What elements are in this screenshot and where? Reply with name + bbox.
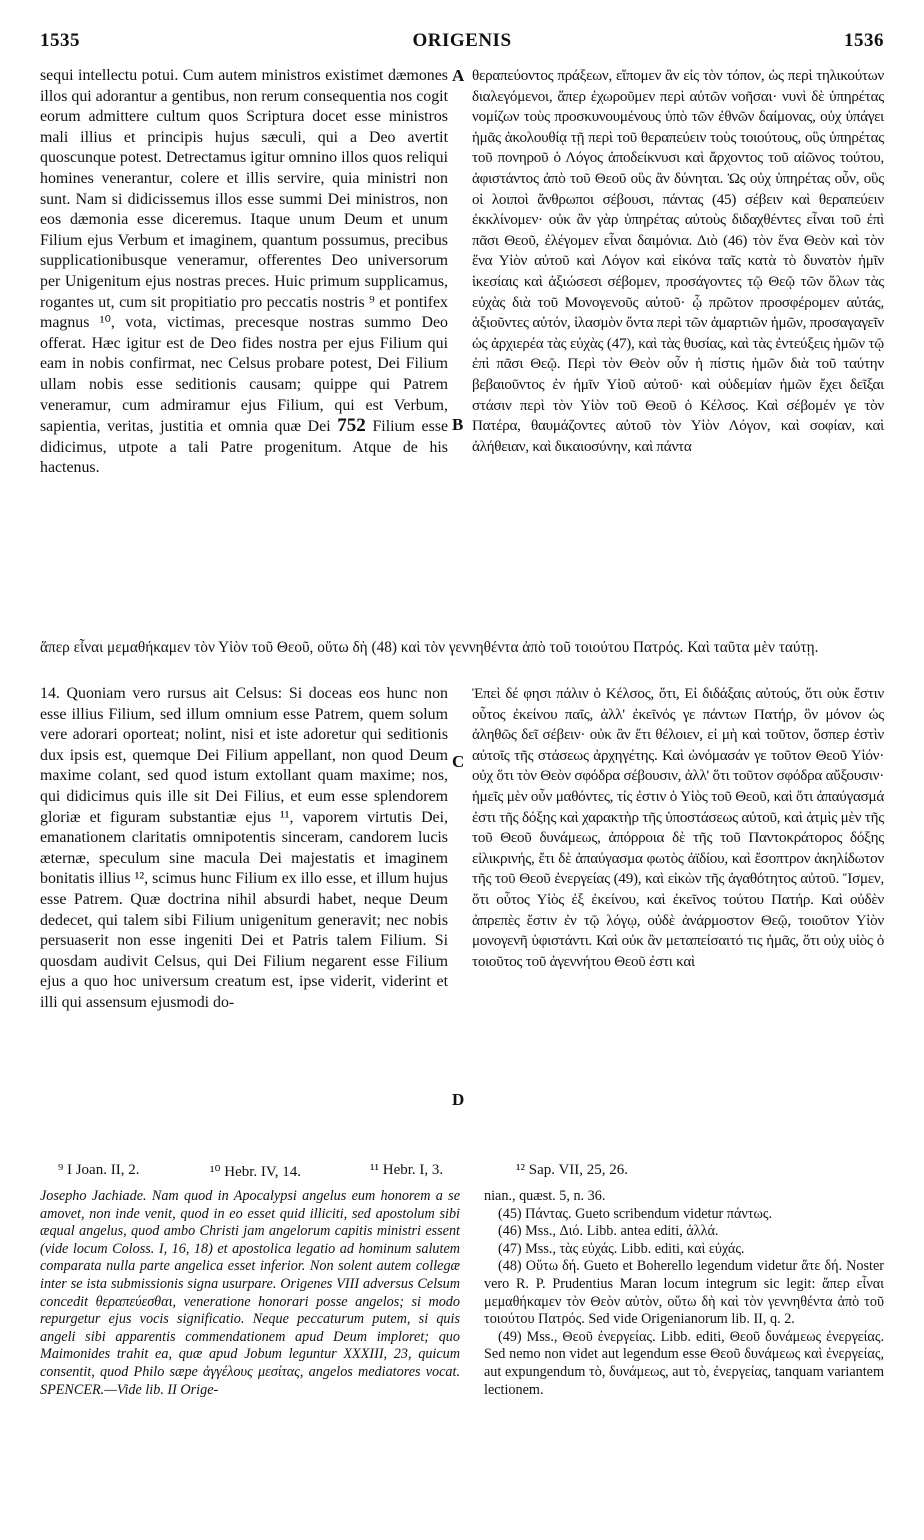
margin-letter-d: D bbox=[452, 1090, 465, 1109]
page-number-left: 1535 bbox=[40, 30, 80, 51]
latin-paragraph-13-end: Filium esse didicimus, utpote a tali Patre progenitum. Atque de his hactenus. bbox=[40, 418, 448, 477]
running-title: ORIGENIS bbox=[412, 30, 512, 51]
greek-column-top bbox=[472, 66, 884, 457]
footnote-9: ⁹ I Joan. II, 2. bbox=[58, 1162, 140, 1178]
greek-paragraph-14: Ἐπεὶ δέ φησι πάλιν ὁ Κέλσος, ὅτι, Εἰ διδάξαις αὐτούς, ὅτι οὐκ ἔστιν οὗτος ἐκείνου παῖς, ἀλλ' ἐκεῖνός γε πάντων Πατήρ, ὃν μόνον ὡς ἀληθῶς δεῖ σέβειν· οὐκ ἂν ἔτι θέλοιεν, εἰ μὴ καὶ τοῦτον, ὅσπερ ἐστὶν αὐτοῖς τῆς στάσεως ἀρχηγέτης. Καὶ ὠνόμασάν γε τοῦτον Θεοῦ Υἱόν· οὐχ ὅτι τὸν Θεὸν σφόδρα σέβουσιν, ἀλλ' ὅτι τοῦτον σφόδρα αὔξουσιν· ἡμεῖς μὲν οὖν μαθόντες, τίς ἐστιν ὁ Υἱὸς τοῦ Θεοῦ, καὶ ὅτι ἀπαύγασμά ἐστι τῆς δόξης καὶ χαρακτὴρ τῆς ὑποστάσεως αὐτοῦ, καὶ ἀτμὶς μὲν τῆς τοῦ Θεοῦ δυνάμεως, ἀπόρροια δὲ τῆς τοῦ Παντοκράτορος δόξης εἰλικρινής, ἔτι δὲ ἀπαύγασμα φωτὸς ἀϊδίου, καὶ ἔσοπτρον ἀκηλίδωτον τῆς τοῦ Θεοῦ ἐνεργείας (49), καὶ εἰκὼν τῆς ἀγαθότητος αὐτοῦ. Ἴσμεν, ὅτι οὗτος Υἱὸς ἐξ ἐκείνου, καὶ ἐκεῖνος τούτου Πατήρ. Καὶ οὐδὲν ἀπρεπὲς ἔστιν ἐν τῷ λόγῳ, οὐδὲ ἀνάρμοστον Θεῷ, τοιοῦτον Υἱὸν μονογενῆ ὑφιστάντι. Καὶ οὐκ ἂν μεταπείσαιτό τις ἡμᾶς, ὅτι οὐχ υἱὸς ὁ τοιοῦτος τοῦ ἀγεννήτου Θεοῦ ἐστι καὶ bbox=[472, 686, 884, 970]
latin-column-top bbox=[40, 66, 448, 479]
greek-paragraph-13: θεραπεύοντος πράξεων, εἴπομεν ἂν εἰς τὸν τόπον, ὡς περὶ τηλικούτων διαλεγόμενοι, ἅπερ ἐχωροῦμεν περὶ αὐτῶν νοῆσαι· νυνὶ δὲ ὑπηρέτας νομίζων τοὺς προσκυνουμένους ὑπὸ τῶν ἐθνῶν δαίμονας, οὐχ ὑπάγει ἡμᾶς ἀκολουθίᾳ τῇ περὶ τοῦ θεραπεύειν τοὺς τοιούτους, οὓς ὑπηρέτας τοῦ πονηροῦ ὁ Λόγος ἀποδείκνυσι καὶ ἄρχοντος τοῦ αἰῶνος τούτου, ἀφιστάντος ἀπὸ τοῦ Θεοῦ οὓς ἂν δύνηται. Ὡς οὐχ ὑπηρέτας οὖν, οὓς οἱ λοιποὶ ἄνθρωποι σέβουσι, πάντας (45) σέβειν καὶ θεραπεύειν ἐκκλίνομεν· οὐκ ἂν γὰρ ὑπηρέτας αὐτοὺς διδαχθέντες εἶναι τοῦ ἐπὶ πᾶσι Θεοῦ, ἐλέγομεν εἶναι δαιμόνια. Διὸ (46) τὸν ἕνα Θεὸν καὶ τὸν ἕνα Υἱὸν αὐτοῦ καὶ Λόγον καὶ εἰκόνα ταῖς κατὰ τὸ δυνατὸν ἡμῖν ἱκεσίαις καὶ ἀξιώσεσι σέβομεν, προσάγοντες τῷ Θεῷ τῶν ὅλων τὰς εὐχὰς διὰ τοῦ Μονογενοῦς αὐτοῦ· ᾧ πρῶτον προσφέρομεν αὐτάς, ἀξιοῦντες αὐτόν, ἱλασμὸν ὄντα περὶ τῶν ἁμαρτιῶν ἡμῶν, προσαγαγεῖν ὡς ἀρχιερέα τὰς εὐχὰς (47), καὶ τὰς θυσίας, καὶ τὰς ἐντεύξεις ἡμῶν τῷ ἐπὶ πᾶσι Θεῷ. Περὶ τὸν Θεὸν οὖν ἡ πίστις ἡμῶν διὰ τοῦ ταύτην βεβαιοῦντος ἐν ἡμῖν Υἱοῦ αὐτοῦ· καὶ οὐδεμίαν ἡμῶν ἔχει δεῖξαι στάσιν περὶ τὸν Υἱὸν τοῦ Θεοῦ ὁ Κέλσος. Καὶ σέβομέν γε τὸν Πατέρα, θαυμάζοντες αὐτοῦ τὸν Υἱὸν Λόγον, καὶ σοφίαν, καὶ ἀλήθειαν, καὶ δικαιοσύνην, καὶ πάντα bbox=[472, 68, 884, 455]
latin-paragraph-14: 14. Quoniam vero rursus ait Celsus: Si doceas eos hunc non esse illius Filium, sed illum omnium esse Patrem, quem solum vere adorari oporteat; nolint, nisi et iste adoretur qui seditionis dux ipsis est, quemque Dei Filium appellant, non quod Deum maxime colant, sed quod istum extollant quam maxime; nos, qui didicimus quis ille sit Dei Filius, et eum esse splendorem gloriæ et figuram substantiæ ejus ¹¹, vaporem virtutis Dei, emanationem claritatis omnipotentis sinceram, candorem lucis æternæ, speculum sine macula Dei majestatis et imaginem bonitatis illius ¹², scimus hunc Filium ex illo esse, et illum hujus esse Patrem. Quæ doctrina nihil absurdi habet, neque Deum dedecet, qui talem sibi Filium unigenitum generavit; nec nobis persuaserit non esse ingeniti Dei et Patris talem Filium. Si quosdam audivit Celsus, qui Dei Filium negarent esse Filium ejus a quo hoc universum creatum est, ipse viderit, viderint et illi qui assensum ejusmodi do- bbox=[40, 685, 448, 1011]
editor-notes-left bbox=[40, 1188, 460, 1399]
column-number: 752 bbox=[337, 415, 366, 437]
footnote-11: ¹¹ Hebr. I, 3. bbox=[370, 1162, 444, 1178]
note-46: (46) Mss., Διό. Libb. antea editi, ἀλλά. bbox=[498, 1223, 719, 1240]
note-48: (48) Οὕτω δή. Gueto et Boherello legendum videtur ἅτε δή. Noster vero R. P. Prudentius Maran locum integrum sic legit: ἅπερ εἶναι μεμαθήκαμεν τὸν Θεὸν αὐτὸν, οὕτω δὴ καὶ τὸν γεννηθέντα ἀπὸ τοῦ τοιούτου Πατρός. Sed vide Origenianorum lib. II, q. 2. bbox=[484, 1258, 884, 1328]
margin-letter-a: A bbox=[452, 66, 465, 85]
note-45: (45) Πάντας. Gueto scribendum videtur πάντως. bbox=[498, 1205, 773, 1222]
note-continuation: nian., quæst. 5, n. 36. bbox=[484, 1188, 606, 1204]
running-header bbox=[40, 30, 884, 54]
page-number-right: 1536 bbox=[844, 30, 884, 51]
footnote-10: ¹⁰ Hebr. IV, 14. bbox=[210, 1164, 302, 1180]
greek-full-width-line: ἅπερ εἶναι μεμαθήκαμεν τὸν Υἱὸν τοῦ Θεοῦ, οὕτω δὴ (48) καὶ τὸν γεννηθέντα ἀπὸ τοῦ τοιούτου Πατρός. Καὶ ταῦτα μὲν ταύτῃ. bbox=[40, 639, 819, 656]
note-49: (49) Mss., Θεοῦ ἐνεργείας. Libb. editi, Θεοῦ δυνάμεως ἐνεργείας. Sed nemo non videt aut legendum esse Θεοῦ δυνάμεως καὶ ἐνεργείας, aut expungendum τὸ, δυνάμεως, aut τὸ, ἐνεργείας, tanquam variantem lectionem. bbox=[484, 1328, 884, 1398]
margin-letter-c: C bbox=[452, 752, 465, 771]
spencer-note: Josepho Jachiade. Nam quod in Apocalypsi angelus eum honorem a se amovet, non inde venit, quod in eo esset quid illiciti, sed apostolum sibi æqual angelus, quod ambo Christi jam angelorum capitis ministri essent (vide locum Coloss. I, 16, 18) et apostolica legatio ad hominum salutem comparata nulla parte angelica esset inferior. Non solent autem collegæ inter se ista submissionis signa usurpare. Origenes VIII adversus Celsum concedit θεραπεύεσθαι, veneratione honorari posse angelos; si modo repurgetur ejus vocis significatio. Neque peccaturum putem, si quis angeli sibi apparentis commendationem apud Deum imploret; quo Maimonides trahit ea, quæ apud Jobum leguntur XXXIII, 23, quicum consentit, quod Philo sæpe ἀγγέλους μεσίτας, angelos mediatores vocat. SPENCER.—Vide lib. II Orige- bbox=[40, 1188, 460, 1398]
editor-notes-right bbox=[484, 1188, 884, 1399]
greek-column-bottom bbox=[472, 684, 884, 972]
latin-paragraph-13: sequi intellectu potui. Cum autem ministros existimet dæmones illos qui adorantur a gentibus, non rerum consequentia nos cogit eorum admittere cultum quos Scriptura docet esse ministros mali illius et principis hujus sæculi, qui a Deo avertit quoscunque potest. Detrectamus igitur omnino illos quos reliqui homines venerantur, colere et illis servire, quia ministri non sunt. Nam si didicissemus illos esse summi Dei ministros, non eos dæmonia esse diceremus. Itaque unum Deum et unum Filium ejus Verbum et imaginem, quantum possumus, precibus supplicationibusque veneramur, offerentes Deo universorum per Unigenitum ejus nostras preces. Huic primum supplicamus, rogantes ut, cum sit propitiatio pro peccatis nostris ⁹ et pontifex magnus ¹⁰, vota, victimas, precesque nostras summo Deo offerat. Hæc igitur est de Deo fides nostra per ejus Filium qui eam in nobis confirmat, nec Celsus probare potest, Dei Filium ullam nobis esse seditionis causam; quippe qui Patrem veneramur, cum admiramur ejus Filium, qui est Verbum, sapientia, veritas, justitia et omnia quæ Dei bbox=[40, 67, 448, 436]
margin-letter-b: B bbox=[452, 415, 464, 434]
note-47: (47) Mss., τὰς εὐχάς. Libb. editi, καὶ εὐχάς. bbox=[498, 1240, 745, 1257]
latin-column-bottom bbox=[40, 684, 448, 1014]
footnote-12: ¹² Sap. VII, 25, 26. bbox=[516, 1162, 629, 1178]
